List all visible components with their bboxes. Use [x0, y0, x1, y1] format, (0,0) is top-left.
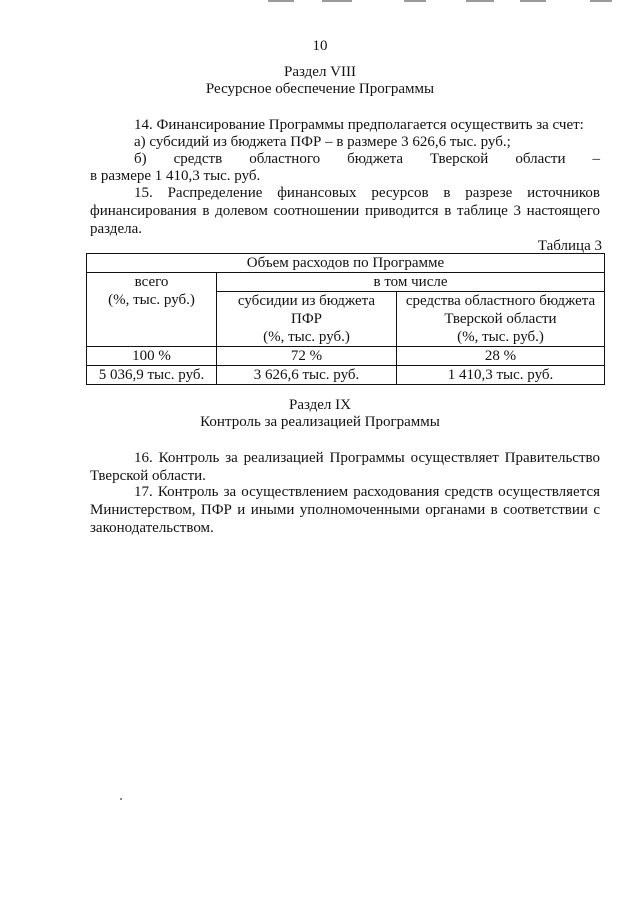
scan-edge-mark	[404, 0, 426, 2]
header-total-unit: (%, тыс. руб.)	[108, 292, 195, 308]
header-pfr-line: ПФР	[290, 311, 323, 327]
paragraph-14-item-b	[134, 150, 600, 168]
page-number: 10	[312, 38, 328, 54]
item-b-word: областного	[249, 151, 321, 167]
scan-edge-mark	[322, 0, 352, 2]
header-regional-line: средства областного бюджета	[405, 293, 596, 309]
scan-dot	[120, 798, 122, 800]
cell-total-percent: 100 %	[87, 347, 217, 366]
scan-edge-mark	[520, 0, 546, 2]
cell-pfr-amount: 3 626,6 тыс. руб.	[217, 366, 397, 385]
header-total-line: всего	[134, 274, 169, 290]
paragraph-15: 15. Распределение финансовых ресурсов в разрезе источников финансирования в долевом соотношении приводится в таблице 3 настоящего раздела.	[90, 185, 600, 237]
scan-edge-mark	[268, 0, 294, 2]
table-row	[87, 347, 605, 366]
item-b-word: средств	[173, 151, 223, 167]
cell-pfr-percent: 72 %	[217, 347, 397, 366]
header-pfr-subsidies	[217, 292, 397, 347]
item-b-word: области	[515, 151, 566, 167]
financing-table	[86, 253, 605, 385]
item-b-word: бюджета	[347, 151, 404, 167]
header-regional-budget	[397, 292, 605, 347]
section-ix-title: Раздел IX	[288, 397, 351, 413]
section-viii-subtitle: Ресурсное обеспечение Программы	[205, 81, 435, 97]
table-row	[87, 366, 605, 385]
header-pfr-line: субсидии из бюджета	[237, 293, 376, 309]
item-b-word: б)	[134, 151, 147, 167]
paragraph-14-item-b-continued: в размере 1 410,3 тыс. руб.	[90, 168, 261, 184]
cell-regional-amount: 1 410,3 тыс. руб.	[397, 366, 605, 385]
cell-total-amount: 5 036,9 тыс. руб.	[87, 366, 217, 385]
header-total	[87, 273, 217, 347]
table-main-header: Объем расходов по Программе	[87, 254, 605, 273]
header-pfr-unit: (%, тыс. руб.)	[263, 329, 350, 345]
section-viii-title: Раздел VIII	[284, 64, 356, 80]
section-ix-subtitle: Контроль за реализацией Программы	[200, 414, 440, 430]
header-regional-unit: (%, тыс. руб.)	[457, 329, 544, 345]
paragraph-14-item-a: а) субсидий из бюджета ПФР – в размере 3 626,6 тыс. руб.;	[134, 134, 511, 150]
paragraph-14: 14. Финансирование Программы предполагается осуществить за счет:	[134, 117, 584, 133]
item-b-word: –	[592, 151, 600, 167]
header-group-including: в том числе	[217, 273, 605, 292]
header-regional-line: Тверской области	[444, 311, 557, 327]
table-caption: Таблица 3	[537, 238, 602, 254]
scan-edge-mark	[466, 0, 494, 2]
paragraph-17: 17. Контроль за осуществлением расходования средств осуществляется Министерством, ПФР и иными уполномоченными органами в соответствии с законодательством.	[90, 484, 600, 536]
scan-edge-mark	[590, 0, 612, 2]
paragraph-16: 16. Контроль за реализацией Программы осуществляет Правительство Тверской области.	[90, 450, 600, 484]
item-b-word: Тверской	[430, 151, 489, 167]
cell-regional-percent: 28 %	[397, 347, 605, 366]
